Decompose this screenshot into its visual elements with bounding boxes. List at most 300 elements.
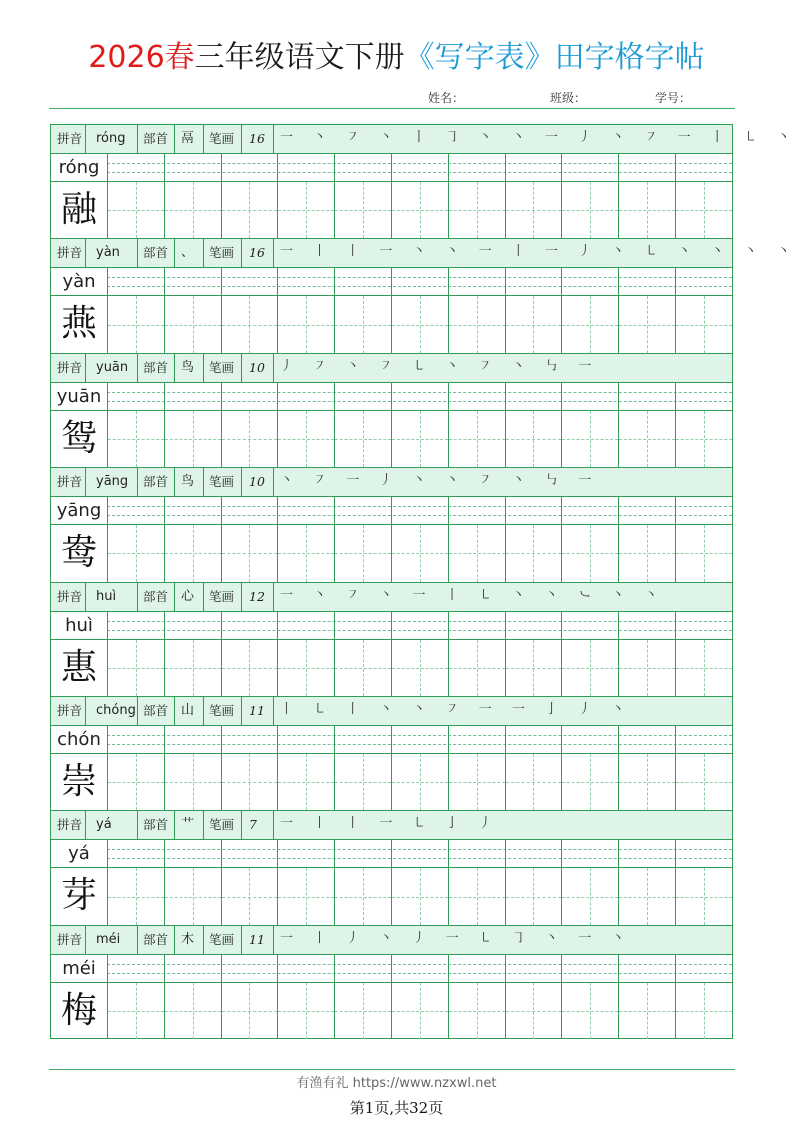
cell-guide-v: [704, 868, 705, 924]
pinyin-cell-divider: [505, 726, 506, 753]
pinyin-value: chóng: [96, 703, 136, 718]
pinyin-cell-divider: [107, 154, 108, 181]
entry-header: [51, 354, 732, 383]
cell-guide-v: [363, 525, 364, 581]
pinyin-cell-divider: [391, 955, 392, 982]
header-divider: [241, 468, 242, 496]
pinyin-row: [51, 154, 732, 182]
cell-guide-v: [306, 868, 307, 924]
model-character: 崇: [60, 761, 97, 802]
pinyin-cell-divider: [448, 726, 449, 753]
pinyin-cell-divider: [505, 955, 506, 982]
tianzi-cell[interactable]: [221, 754, 278, 810]
pinyin-cell-divider: [334, 383, 335, 410]
tianzi-cell[interactable]: [675, 296, 732, 352]
cell-guide-v: [420, 640, 421, 696]
pinyin-cell-divider: [561, 726, 562, 753]
pinyin-guide-line: [107, 858, 732, 859]
pinyin-cell-divider: [164, 612, 165, 639]
tianzi-cell[interactable]: [561, 182, 618, 238]
tianzi-cell[interactable]: [107, 411, 164, 467]
tianzi-cell[interactable]: [618, 983, 675, 1039]
cell-guide-v: [363, 296, 364, 352]
pinyin-label: 拼音: [57, 474, 83, 490]
tianzi-cell[interactable]: [277, 296, 334, 352]
tianzi-cell[interactable]: [107, 182, 164, 238]
cell-guide-v: [477, 754, 478, 810]
stroke-order: 丨 ㇄ 丨 丶 丶 ㇇ 一 一 亅 丿 丶: [280, 702, 633, 717]
cell-guide-v: [306, 754, 307, 810]
char-row: [51, 182, 732, 239]
pinyin-guide-line: [107, 735, 732, 736]
pinyin-guide-line: [107, 506, 732, 507]
pinyin-value: méi: [96, 931, 121, 947]
header-divider: [273, 239, 274, 267]
tianzi-cell[interactable]: [107, 983, 164, 1039]
pinyin-cell-divider: [505, 840, 506, 867]
tianzi-cell[interactable]: [561, 754, 618, 810]
top-divider: [49, 108, 735, 109]
tianzi-cell[interactable]: [164, 182, 221, 238]
pinyin-cell-divider: [448, 840, 449, 867]
header-divider: [203, 125, 204, 153]
cell-guide-v: [249, 868, 250, 924]
radical-label: 部首: [143, 817, 169, 833]
pinyin-cell-divider: [107, 268, 108, 295]
header-divider: [137, 239, 138, 267]
cell-guide-v: [590, 182, 591, 238]
tianzi-cell[interactable]: [448, 640, 505, 696]
pinyin-cell-divider: [164, 726, 165, 753]
title-main: 三年级语文下册: [194, 40, 405, 75]
header-divider: [241, 354, 242, 382]
tianzi-cell[interactable]: [391, 525, 448, 581]
pinyin-cell-divider: [618, 383, 619, 410]
tianzi-cell[interactable]: [448, 868, 505, 924]
tianzi-cell[interactable]: [391, 182, 448, 238]
cell-guide-v: [306, 296, 307, 352]
tianzi-cell[interactable]: [561, 296, 618, 352]
tianzi-cell[interactable]: [164, 525, 221, 581]
header-divider: [174, 468, 175, 496]
cell-guide-v: [590, 296, 591, 352]
pinyin-guide-line: [107, 630, 732, 631]
pinyin-guide-line: [107, 515, 732, 516]
tianzi-cell[interactable]: [334, 983, 391, 1039]
char-row: [51, 640, 732, 697]
cell-guide-v: [363, 640, 364, 696]
radical-value: 艹: [181, 817, 195, 833]
tianzi-cell[interactable]: [618, 640, 675, 696]
cell-guide-v: [136, 296, 137, 352]
cell-guide-v: [249, 296, 250, 352]
cell-guide-v: [136, 640, 137, 696]
pinyin-cell-divider: [221, 383, 222, 410]
pinyin-cell-divider: [561, 955, 562, 982]
pinyin-cell-divider: [391, 612, 392, 639]
tianzi-cell[interactable]: [277, 182, 334, 238]
tianzi-cell[interactable]: [448, 525, 505, 581]
title-season: 春: [164, 40, 195, 75]
pinyin-guide-line: [107, 849, 732, 850]
pinyin-row-label: yāng: [56, 500, 102, 522]
cell-guide-v: [136, 525, 137, 581]
pinyin-cell-divider: [277, 726, 278, 753]
tianzi-cell[interactable]: [334, 868, 391, 924]
header-divider: [85, 926, 86, 954]
model-character: 鸯: [60, 532, 97, 574]
pinyin-cell-divider: [561, 383, 562, 410]
pinyin-row: [51, 840, 732, 868]
tianzi-cell[interactable]: [391, 754, 448, 810]
tianzi-cell[interactable]: [334, 296, 391, 352]
tianzi-cell[interactable]: [675, 182, 732, 238]
tianzi-cell[interactable]: [107, 754, 164, 810]
pinyin-guide-line: [107, 163, 732, 164]
tianzi-cell[interactable]: [334, 182, 391, 238]
pinyin-row: [51, 268, 732, 296]
pinyin-guide-line: [107, 392, 732, 393]
tianzi-cell[interactable]: [221, 525, 278, 581]
strokes-label: 笔画: [209, 245, 235, 261]
pinyin-cell-divider: [334, 726, 335, 753]
page-title: [0, 38, 793, 78]
tianzi-cell[interactable]: [221, 182, 278, 238]
cell-guide-v: [136, 754, 137, 810]
tianzi-cell[interactable]: [505, 640, 562, 696]
pinyin-label: 拼音: [57, 245, 83, 261]
pinyin-row-label: yuān: [56, 385, 102, 407]
pinyin-row: [51, 955, 732, 983]
strokes-label: 笔画: [209, 703, 235, 718]
cell-guide-v: [420, 525, 421, 581]
char-entry: [51, 354, 732, 468]
header-divider: [241, 239, 242, 267]
tianzi-cell[interactable]: [448, 754, 505, 810]
pinyin-cell-divider: [561, 268, 562, 295]
tianzi-cell[interactable]: [505, 525, 562, 581]
tianzi-cell[interactable]: [561, 640, 618, 696]
stroke-order: 一 丨 丨 一 ㇄ 亅 丿: [280, 816, 500, 832]
cell-guide-v: [590, 754, 591, 810]
tianzi-cell[interactable]: [675, 983, 732, 1039]
tianzi-cell[interactable]: [505, 983, 562, 1039]
cell-guide-v: [533, 525, 534, 581]
char-row: [51, 525, 732, 582]
pinyin-cell-divider: [675, 840, 676, 867]
pinyin-cell-divider: [561, 612, 562, 639]
tianzi-cell[interactable]: [164, 296, 221, 352]
class-label: 班级：: [550, 91, 587, 105]
tianzi-cell[interactable]: [107, 868, 164, 924]
strokes-label: 笔画: [209, 817, 235, 833]
pinyin-cell-divider: [675, 612, 676, 639]
tianzi-cell[interactable]: [618, 525, 675, 581]
pinyin-cell-divider: [277, 268, 278, 295]
tianzi-cell[interactable]: [618, 182, 675, 238]
pinyin-cell-divider: [618, 497, 619, 524]
cell-guide-v: [647, 640, 648, 696]
pinyin-cell-divider: [334, 154, 335, 181]
tianzi-cell[interactable]: [391, 296, 448, 352]
header-divider: [203, 583, 204, 611]
tianzi-cell[interactable]: [277, 640, 334, 696]
pinyin-cell-divider: [618, 612, 619, 639]
strokes-label: 笔画: [209, 931, 235, 947]
header-divider: [174, 926, 175, 954]
pinyin-cell-divider: [675, 955, 676, 982]
strokes-label: 笔画: [209, 131, 235, 146]
tianzi-cell[interactable]: [164, 868, 221, 924]
cell-guide-v: [193, 983, 194, 1039]
header-divider: [273, 697, 274, 725]
char-row: [51, 411, 732, 468]
tianzi-cell[interactable]: [221, 868, 278, 924]
cell-guide-v: [363, 868, 364, 924]
pinyin-value: yuān: [96, 359, 129, 375]
tianzi-cell[interactable]: [277, 754, 334, 810]
char-entry: [51, 125, 798, 239]
tianzi-cell[interactable]: [505, 868, 562, 924]
pinyin-guide-line: [107, 286, 732, 287]
header-divider: [273, 926, 274, 954]
pinyin-cell-divider: [675, 154, 676, 181]
pinyin-cell-divider: [334, 955, 335, 982]
pinyin-cell-divider: [107, 612, 108, 639]
cell-guide-v: [533, 754, 534, 810]
cell-guide-v: [647, 296, 648, 352]
header-divider: [137, 354, 138, 382]
pinyin-cell-divider: [277, 955, 278, 982]
cell-guide-v: [647, 411, 648, 467]
char-entry: [51, 926, 732, 1040]
pinyin-cell-divider: [505, 612, 506, 639]
tianzi-cell[interactable]: [391, 868, 448, 924]
cell-guide-v: [420, 182, 421, 238]
entry-header: [51, 125, 798, 154]
number-label: 学号：: [655, 91, 692, 105]
cell-guide-v: [590, 411, 591, 467]
cell-guide-v: [533, 640, 534, 696]
pinyin-label: 拼音: [57, 703, 83, 718]
cell-guide-v: [647, 868, 648, 924]
stroke-count: 12: [249, 588, 265, 604]
tianzi-cell[interactable]: [334, 754, 391, 810]
cell-guide-v: [477, 525, 478, 581]
pinyin-row: [51, 612, 732, 640]
tianzi-cell[interactable]: [221, 640, 278, 696]
radical-value: 山: [181, 703, 195, 718]
cell-guide-v: [136, 411, 137, 467]
char-row: [51, 983, 732, 1040]
tianzi-cell[interactable]: [561, 411, 618, 467]
pinyin-cell-divider: [334, 497, 335, 524]
tianzi-cell[interactable]: [505, 182, 562, 238]
pinyin-guide-line: [107, 744, 732, 745]
header-divider: [85, 125, 86, 153]
cell-guide-v: [306, 525, 307, 581]
pinyin-cell-divider: [107, 840, 108, 867]
pinyin-cell-divider: [448, 955, 449, 982]
pinyin-cell-divider: [505, 383, 506, 410]
tianzi-cell[interactable]: [164, 411, 221, 467]
name-label: 姓名：: [428, 91, 465, 105]
cell-guide-v: [590, 983, 591, 1039]
pinyin-row-label: yá: [68, 843, 90, 865]
cell-guide-v: [363, 754, 364, 810]
pinyin-value: yá: [96, 817, 112, 833]
tianzi-cell[interactable]: [448, 411, 505, 467]
tianzi-cell[interactable]: [107, 525, 164, 581]
header-divider: [273, 125, 274, 153]
tianzi-cell[interactable]: [277, 983, 334, 1039]
cell-guide-v: [136, 868, 137, 924]
pinyin-cell-divider: [391, 154, 392, 181]
pinyin-row-label: chón: [57, 729, 101, 750]
strokes-label: 笔画: [209, 588, 235, 604]
cell-guide-v: [647, 525, 648, 581]
stroke-count: 11: [249, 703, 265, 718]
entry-header: [51, 468, 732, 497]
tianzi-cell[interactable]: [277, 411, 334, 467]
tianzi-cell[interactable]: [277, 868, 334, 924]
header-divider: [273, 354, 274, 382]
pinyin-cell-divider: [107, 383, 108, 410]
header-divider: [174, 697, 175, 725]
tianzi-cell[interactable]: [561, 983, 618, 1039]
header-divider: [174, 583, 175, 611]
pinyin-cell-divider: [221, 726, 222, 753]
pinyin-cell-divider: [391, 726, 392, 753]
pinyin-cell-divider: [107, 497, 108, 524]
header-divider: [273, 468, 274, 496]
pinyin-cell-divider: [277, 497, 278, 524]
tianzi-cell[interactable]: [164, 640, 221, 696]
stroke-count: 11: [249, 931, 265, 947]
pinyin-label: 拼音: [57, 588, 83, 604]
tianzi-cell[interactable]: [391, 983, 448, 1039]
entry-header: [51, 811, 732, 840]
cell-guide-v: [477, 411, 478, 467]
pinyin-cell-divider: [164, 497, 165, 524]
pinyin-value: yàn: [96, 245, 120, 261]
tianzi-cell[interactable]: [221, 296, 278, 352]
cell-guide-v: [363, 411, 364, 467]
char-entry: [51, 468, 732, 582]
cell-guide-v: [249, 182, 250, 238]
stroke-count: 10: [249, 359, 265, 375]
cell-guide-v: [136, 983, 137, 1039]
cell-guide-v: [590, 525, 591, 581]
tianzi-cell[interactable]: [675, 525, 732, 581]
tianzi-cell[interactable]: [505, 296, 562, 352]
pinyin-cell-divider: [448, 383, 449, 410]
tianzi-cell[interactable]: [618, 296, 675, 352]
cell-guide-v: [193, 754, 194, 810]
cell-guide-v: [420, 983, 421, 1039]
tianzi-cell[interactable]: [618, 868, 675, 924]
header-divider: [174, 239, 175, 267]
cell-guide-v: [590, 868, 591, 924]
char-entry: [51, 811, 732, 925]
tianzi-cell[interactable]: [334, 640, 391, 696]
tianzi-cell[interactable]: [164, 754, 221, 810]
tianzi-cell[interactable]: [448, 182, 505, 238]
pinyin-cell-divider: [277, 840, 278, 867]
radical-label: 部首: [143, 474, 169, 490]
tianzi-cell[interactable]: [391, 411, 448, 467]
pinyin-cell-divider: [221, 268, 222, 295]
pinyin-cell-divider: [505, 154, 506, 181]
model-character: 融: [60, 189, 97, 230]
tianzi-cell[interactable]: [334, 525, 391, 581]
model-character: 惠: [60, 646, 97, 688]
pinyin-cell-divider: [561, 154, 562, 181]
model-character: 梅: [60, 989, 97, 1031]
radical-label: 部首: [143, 245, 169, 261]
stroke-count: 16: [249, 131, 265, 146]
tianzi-cell[interactable]: [675, 868, 732, 924]
entry-header: [51, 583, 732, 612]
header-divider: [137, 125, 138, 153]
tianzi-cell[interactable]: [505, 411, 562, 467]
tianzi-cell[interactable]: [448, 296, 505, 352]
pinyin-cell-divider: [277, 612, 278, 639]
pinyin-row-label: méi: [62, 957, 96, 979]
header-divider: [137, 468, 138, 496]
pinyin-cell-divider: [448, 268, 449, 295]
pinyin-cell-divider: [618, 726, 619, 753]
radical-label: 部首: [143, 359, 169, 375]
tianzi-cell[interactable]: [277, 525, 334, 581]
entry-header: [51, 926, 732, 955]
pinyin-row-label: yàn: [62, 271, 96, 293]
tianzi-cell[interactable]: [675, 640, 732, 696]
cell-guide-v: [647, 182, 648, 238]
cell-guide-v: [193, 182, 194, 238]
radical-value: 、: [181, 245, 195, 261]
pinyin-value: yāng: [96, 474, 129, 490]
tianzi-cell[interactable]: [561, 525, 618, 581]
tianzi-cell[interactable]: [618, 411, 675, 467]
radical-label: 部首: [143, 931, 169, 947]
tianzi-cell[interactable]: [221, 983, 278, 1039]
cell-guide-v: [533, 868, 534, 924]
tianzi-cell[interactable]: [505, 754, 562, 810]
pinyin-guide-line: [107, 277, 732, 278]
tianzi-cell[interactable]: [618, 754, 675, 810]
header-divider: [203, 697, 204, 725]
tianzi-cell[interactable]: [164, 983, 221, 1039]
tianzi-cell[interactable]: [448, 983, 505, 1039]
tianzi-cell[interactable]: [675, 411, 732, 467]
tianzi-cell[interactable]: [334, 411, 391, 467]
header-divider: [241, 926, 242, 954]
cell-guide-v: [306, 411, 307, 467]
pinyin-cell-divider: [334, 612, 335, 639]
tianzi-cell[interactable]: [107, 296, 164, 352]
tianzi-cell[interactable]: [107, 640, 164, 696]
pinyin-guide-line: [107, 401, 732, 402]
tianzi-cell[interactable]: [561, 868, 618, 924]
stroke-count: 16: [249, 245, 265, 261]
pinyin-row-label: róng: [58, 157, 100, 178]
cell-guide-v: [704, 296, 705, 352]
tianzi-cell[interactable]: [675, 754, 732, 810]
cell-guide-v: [704, 754, 705, 810]
tianzi-cell[interactable]: [391, 640, 448, 696]
tianzi-cell[interactable]: [221, 411, 278, 467]
